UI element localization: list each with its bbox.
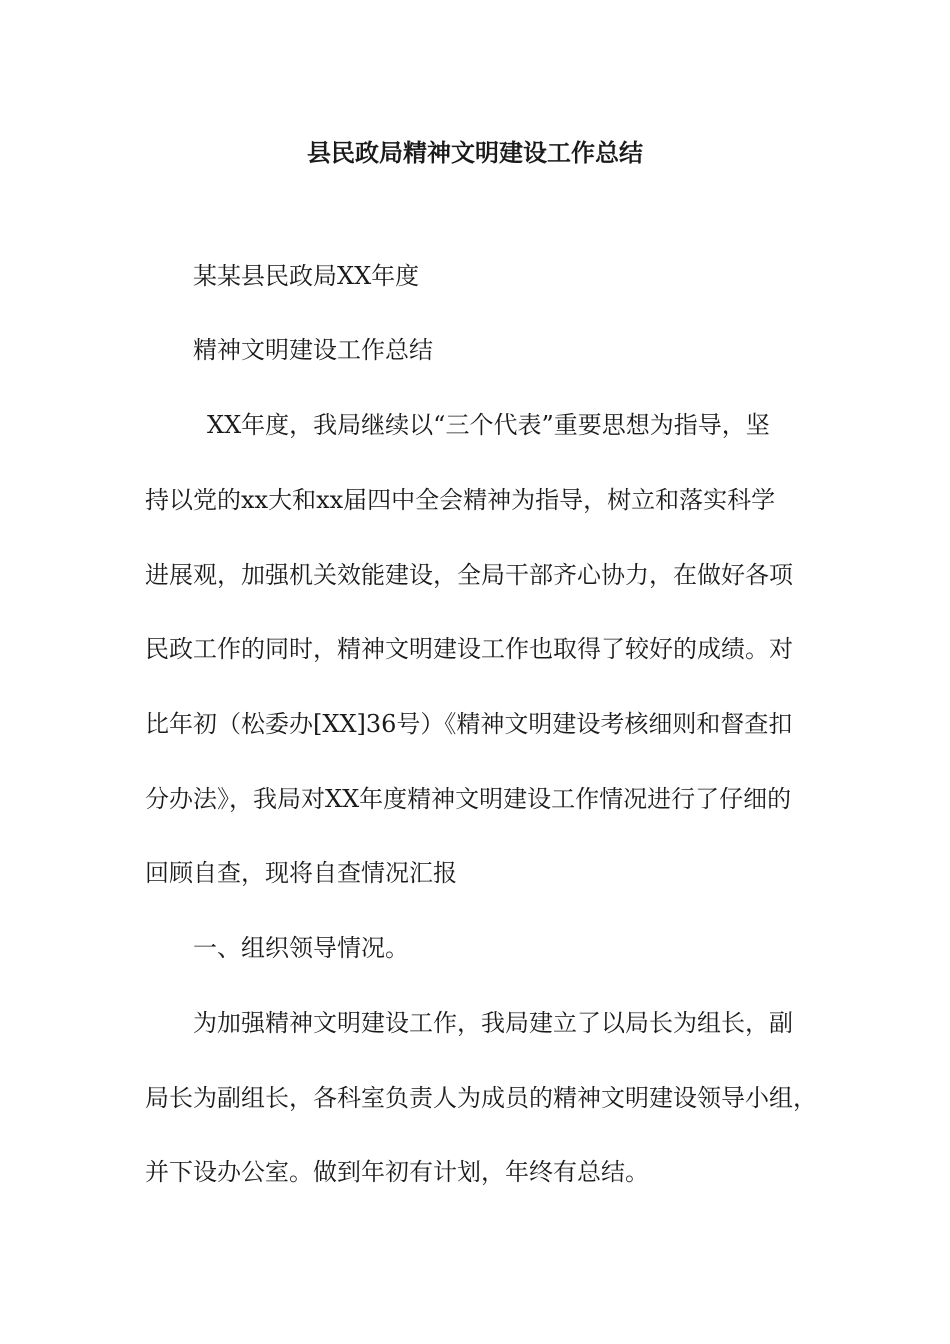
intro-line-3: 进展观，加强机关效能建设，全局干部齐心协力，在做好各项 [145, 561, 793, 589]
section1-line-1: 为加强精神文明建设工作，我局建立了以局长为组长，副 [193, 1009, 793, 1037]
intro-line-5: 比年初（松委办[XX]36号）《精神文明建设考核细则和督查扣 [145, 710, 793, 738]
intro-line-7: 回顾自查，现将自查情况汇报 [145, 859, 457, 887]
intro-line-2: 持以党的xx大和xx届四中全会精神为指导，树立和落实科学 [145, 486, 776, 514]
subtitle-line-1: 某某县民政局XX年度 [193, 262, 420, 290]
intro-line-6: 分办法》，我局对XX年度精神文明建设工作情况进行了仔细的 [145, 785, 792, 813]
section1-heading: 一、组织领导情况。 [193, 934, 409, 962]
intro-line-4: 民政工作的同时，精神文明建设工作也取得了较好的成绩。对 [145, 635, 793, 663]
document-title: 县民政局精神文明建设工作总结 [307, 139, 643, 167]
section1-line-3: 并下设办公室。做到年初有计划，年终有总结。 [145, 1158, 649, 1186]
intro-line-1: XX年度，我局继续以“三个代表”重要思想为指导，坚 [207, 411, 770, 439]
section1-line-2: 局长为副组长，各科室负责人为成员的精神文明建设领导小组， [145, 1084, 817, 1112]
subtitle-line-2: 精神文明建设工作总结 [193, 336, 433, 364]
